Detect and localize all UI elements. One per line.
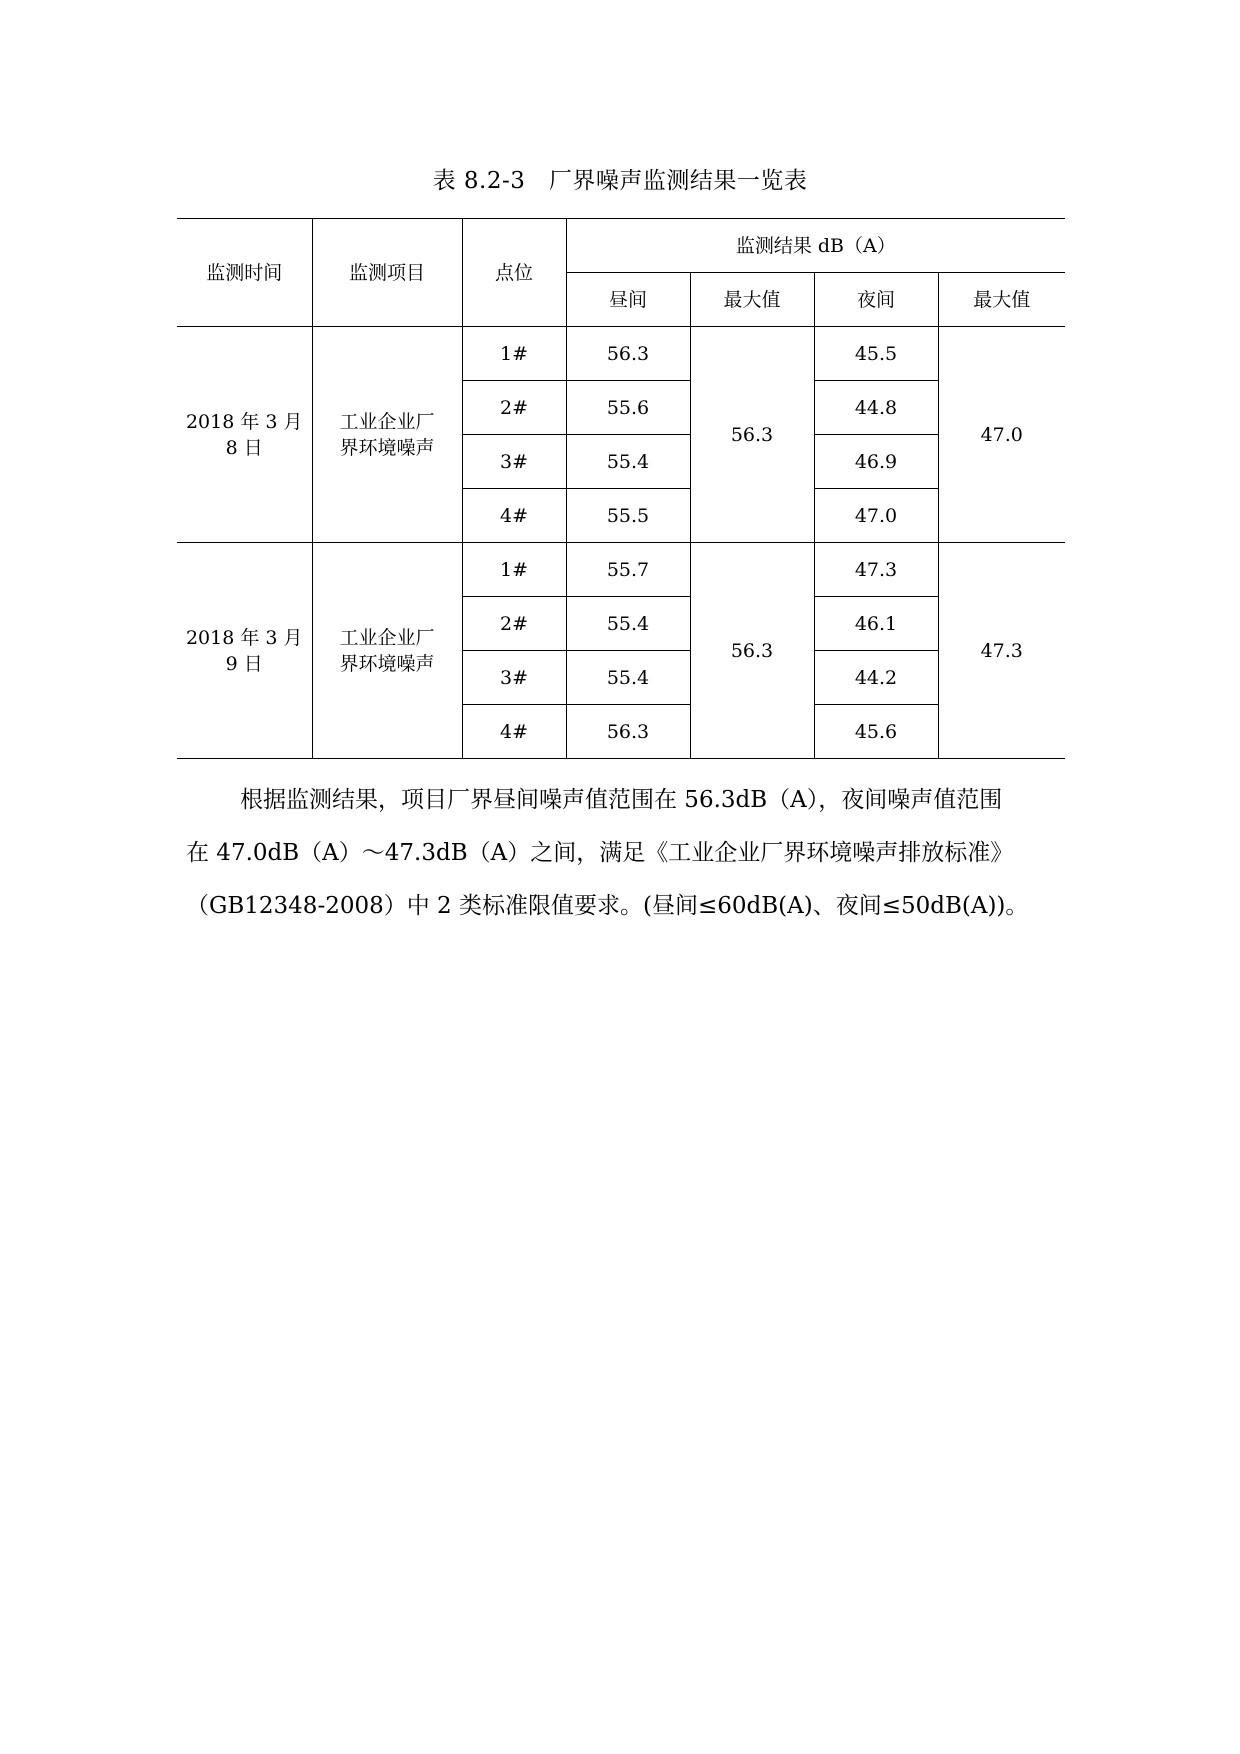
table-row <box>177 327 1065 381</box>
item-line: 工业企业厂 <box>339 626 435 649</box>
day-value-cell: 55.5 <box>566 489 690 543</box>
item-line: 界环境噪声 <box>339 652 435 675</box>
conclusion-paragraph <box>186 774 1056 933</box>
date-cell <box>177 543 312 759</box>
paragraph-line: 根据监测结果，项目厂界昼间噪声值范围在 56.3dB（A），夜间噪声值范围 <box>240 787 1003 813</box>
night-value-cell: 44.8 <box>814 381 938 435</box>
night-value-cell: 47.3 <box>814 543 938 597</box>
day-value-cell: 55.4 <box>566 651 690 705</box>
day-value-cell: 55.4 <box>566 435 690 489</box>
point-cell: 1# <box>462 543 566 597</box>
point-cell: 2# <box>462 597 566 651</box>
header-point: 点位 <box>462 219 566 327</box>
day-max-cell: 56.3 <box>690 327 814 543</box>
header-day-max: 最大值 <box>690 273 814 327</box>
day-value-cell: 55.4 <box>566 597 690 651</box>
date-cell <box>177 327 312 543</box>
date-line: 9 日 <box>225 652 263 675</box>
day-value-cell: 55.7 <box>566 543 690 597</box>
header-item: 监测项目 <box>312 219 462 327</box>
date-line: 8 日 <box>225 436 263 459</box>
item-cell <box>312 543 462 759</box>
item-line: 工业企业厂 <box>339 410 435 433</box>
header-day: 昼间 <box>566 273 690 327</box>
night-value-cell: 45.6 <box>814 705 938 759</box>
noise-results-table <box>177 218 1065 759</box>
night-value-cell: 46.9 <box>814 435 938 489</box>
header-result-group: 监测结果 dB（A） <box>566 219 1065 273</box>
item-line: 界环境噪声 <box>339 436 435 459</box>
point-cell: 1# <box>462 327 566 381</box>
point-cell: 4# <box>462 705 566 759</box>
date-line: 2018 年 3 月 <box>185 626 303 649</box>
day-value-cell: 56.3 <box>566 327 690 381</box>
night-value-cell: 46.1 <box>814 597 938 651</box>
day-value-cell: 55.6 <box>566 381 690 435</box>
day-value-cell: 56.3 <box>566 705 690 759</box>
item-cell <box>312 327 462 543</box>
night-value-cell: 44.2 <box>814 651 938 705</box>
point-cell: 3# <box>462 651 566 705</box>
table-row <box>177 543 1065 597</box>
header-night-max: 最大值 <box>938 273 1065 327</box>
paragraph-line: 在 47.0dB（A）～47.3dB（A）之间，满足《工业企业厂界环境噪声排放标准》 <box>186 840 1014 866</box>
point-cell: 4# <box>462 489 566 543</box>
night-max-cell: 47.0 <box>938 327 1065 543</box>
point-cell: 3# <box>462 435 566 489</box>
night-max-cell: 47.3 <box>938 543 1065 759</box>
header-time: 监测时间 <box>177 219 312 327</box>
day-max-cell: 56.3 <box>690 543 814 759</box>
paragraph-line: （GB12348-2008）中 2 类标准限值要求。(昼间≤60dB(A)、夜间≤50dB(A))。 <box>186 893 1029 919</box>
night-value-cell: 47.0 <box>814 489 938 543</box>
header-night: 夜间 <box>814 273 938 327</box>
date-line: 2018 年 3 月 <box>185 410 303 433</box>
table-caption: 表 8.2-3 厂界噪声监测结果一览表 <box>432 168 808 194</box>
night-value-cell: 45.5 <box>814 327 938 381</box>
point-cell: 2# <box>462 381 566 435</box>
